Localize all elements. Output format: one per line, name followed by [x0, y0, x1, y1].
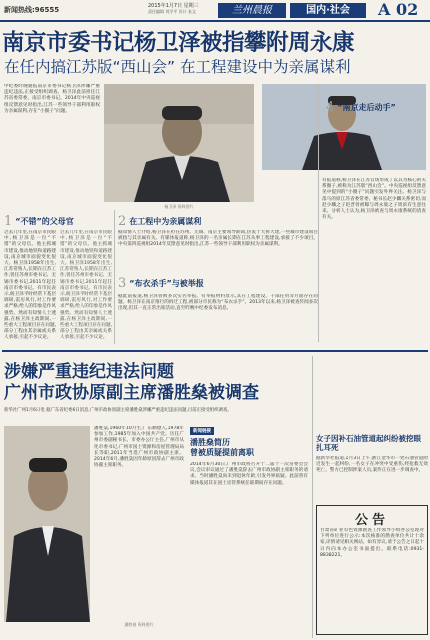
section-2-text: 据知情人士介绍,杨卫泽在担任苏州、无锡、南京主要领导期间,热衷于大拆大建,一些城市建设项目被指与其亲属有关。有媒体报道称,杨卫泽的一名亲属长期在江苏从事工程建设,承接了不少项目。中央第四巡视组2014年反馈意见时指出,江苏一些领导干部利用职权为亲属谋利。: [118, 230, 318, 248]
section-3-text: 据此前报道,杨卫泽曾被多次实名举报。有举报材料显示,其在工程建设、干部任用等方面存在问题。杨卫泽在南京推行的拆迁工程,被部分市民称为“布衣杀手”。2013年以来,杨卫泽被查传闻多次出现,但其一直正常出席活动,直至昨晚中纪委发布消息。: [118, 294, 318, 312]
section-4-title: “南京走后动手”: [337, 103, 396, 112]
section-1-text-b: 过去几年里,在南京市民眼中,杨卫泽是一位“不错”的父母官。他主抓城市建设,推动地铁和道路建设,南京城市面貌变化很大。杨卫泽1958年出生,江苏常熟人,长期在江苏工作,曾任苏州市委书记、无锡市委书记,2011年起任南京市委书记。有市民表示,杨卫泽平时经常下基层调研,雷厉风行,对工作要求严格,给人的印象是作风强势。然而有知情人士透露,在杨卫泽主政期间,一些重大工程项目存在问题,部分工程由其亲属或关系人承接,引起不少议论。: [60, 230, 112, 341]
section-3-number: 3: [118, 276, 127, 291]
official-portrait-illustration: [4, 426, 90, 622]
second-headline: [4, 362, 304, 404]
lede-text: 中纪委昨晚通报南京市委书记杨卫泽涉嫌严重违纪违法,正接受组织调查。杨卫泽此前担任江苏省委常委、南京市委书记。2014年中央巡视组反馈意见时指出,江苏一些领导干部利用职权为亲属谋利,存在“小圈子”问题。: [4, 84, 100, 114]
section-4-heading: [326, 100, 396, 115]
main-photo: [104, 84, 254, 202]
paper-logo: 兰州晨报: [218, 3, 286, 18]
second-story-byline: 新华社广州1月6日电 据广东省纪委6日消息,广州市政协原副主席潘胜燊涉嫌严重违纪违法问题,目前正接受组织调查。: [4, 408, 232, 413]
secondary-photo: [262, 84, 426, 170]
section-1-number: 1: [4, 214, 13, 229]
second-story-photo: [4, 426, 90, 622]
section-2-title: 在工程中为亲属谋利: [129, 217, 202, 226]
section-4-text: 有报道称,杨卫泽在江苏官场形成了以其为核心的关系圈子,被称为江苏版“西山会”。中央巡视组反馈意见中提到的“小圈子”问题引发外界关注。杨卫泽与落马的原江苏省委常委、秘书长赵少麟关系密切,而赵少麟之子赵晋曾被曝与周永康之子周滨有生意往来。分析人士认为,杨卫泽被查与周永康系统的清查有关。: [322, 178, 426, 221]
issue-date: [148, 3, 199, 15]
story-divider: [2, 350, 428, 352]
column-divider: [114, 210, 115, 344]
column-divider: [312, 356, 313, 638]
section-4-number: 4: [326, 100, 335, 115]
portrait-illustration: [104, 84, 254, 202]
section-1-text-a: 过去几年里,在南京市民眼中,杨卫泽是一位“不错”的父母官。他主抓城市建设,推动地铁和道路建设,南京城市面貌变化很大。杨卫泽1958年出生,江苏常熟人,长期在江苏工作,曾任苏州市委书记、无锡市委书记,2011年起任南京市委书记。有市民表示,杨卫泽平时经常下基层调研,雷厉风行,对工作要求严格,给人的印象是作风强势。然而有知情人士透露,在杨卫泽主政期间,一些重大工程项目存在问题,部分工程由其亲属或关系人承接,引起不少议论。: [4, 230, 56, 341]
notice-title: 公告: [354, 513, 389, 528]
date-line: 2015年1月7日 星期三: [148, 3, 199, 9]
second-photo-caption: 潘胜燊 资料图片: [124, 622, 154, 627]
section-2-number: 2: [118, 214, 127, 229]
brief-text: 据新华社报道,1月3日上午,浙江金华市一处石油管道附近发生一起纠纷,一名女子在冲突中受重伤,经抢救无效死亡。警方已控制涉案人员,案件正在进一步调查中。: [316, 456, 428, 474]
section-name: 国内·社会: [290, 3, 366, 18]
main-headline: 南京市委书记杨卫泽被指攀附周永康: [2, 30, 355, 56]
official-photo-illustration: [262, 84, 426, 170]
brief-headline: 女子因补石油管道起纠纷被挖眼扎耳死: [316, 434, 421, 452]
second-headline-line-1: 涉嫌严重违纪违法问题: [4, 362, 174, 382]
second-story-body: 潘胜燊,1960年10月生,广东顺德人,1978年参加工作,1985年加入中国共产党。历任广州市委副秘书长、市委办公厅主任,广州市从化市委书记,广州市国土资源和房屋管理局局长等职,2011年当选广州市政协副主席。2014年6月,潘胜燊因年龄原因辞去广州市政协副主席职务。: [94, 426, 184, 469]
notice-text: 甘肃省矿业有色资源勘查工作领导小组办公室现对下列单位进行公示:本次核准的勘查单位共计十余家,详情请见相关网站。如有异议,请于公告之日起十日内向本办公室书面提出。联系电话:0931-8838221。: [320, 528, 424, 558]
section-1-heading: [4, 214, 74, 229]
main-subheadline: 在任内搞江苏版“西山会” 在工程建设中为亲属谋利: [4, 58, 351, 76]
sidebar-tag: 新闻链接: [190, 427, 214, 435]
section-1-title: “不错”的父母官: [15, 217, 74, 226]
main-photo-caption: 杨卫泽 资料图片: [164, 204, 194, 209]
second-headline-line-2: 广州市政协原副主席潘胜燊被调查: [4, 383, 259, 403]
editor-line: 责任编辑 刘学平 设计 张文: [148, 9, 196, 14]
sidebar-text: 2014年6月30日,广州市政协召开十二届十一次常委会会议,会议审议通过了潘胜燊辞去广州市政协副主席职务的请求。当时潘胜燊尚未到退休年龄,引发外界质疑。此前曾有媒体报道其在国土房管系统任职期间存在问题。: [190, 462, 308, 486]
sidebar-title: 潘胜燊简历 曾被质疑提前离职: [190, 438, 254, 457]
page-number: A 02: [378, 0, 419, 19]
section-3-title: “布衣杀手”与被举报: [129, 279, 204, 288]
news-hotline: 新闻热线:96555: [4, 6, 60, 14]
column-divider: [318, 84, 319, 342]
section-2-heading: [118, 214, 201, 229]
section-3-heading: [118, 276, 204, 291]
